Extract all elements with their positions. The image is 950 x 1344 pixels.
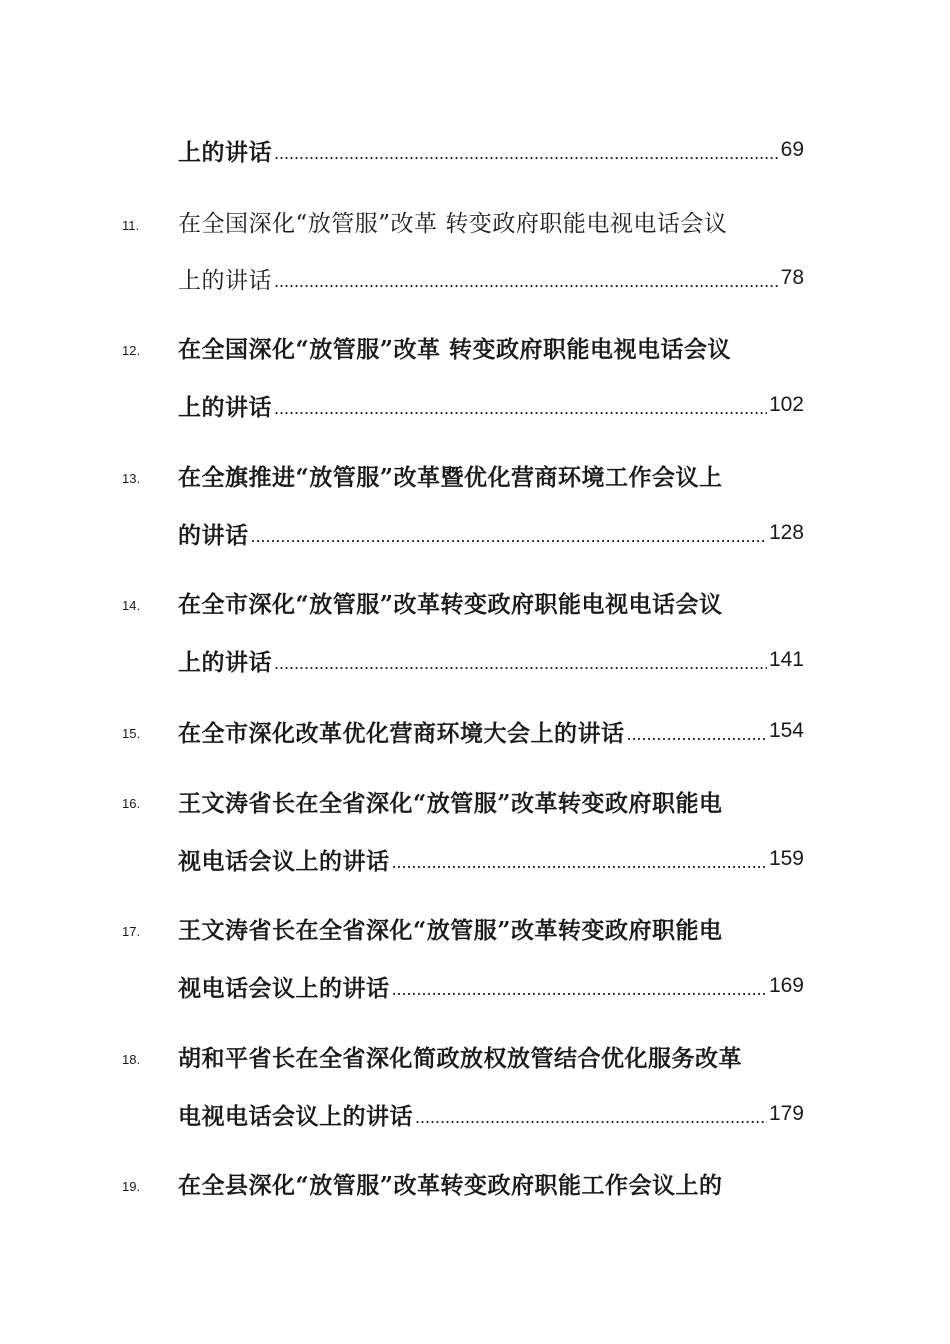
dot-leader: [274, 143, 779, 170]
toc-entry-text: 上的讲话: [178, 648, 272, 676]
toc-entry-text: 视电话会议上的讲话: [178, 974, 390, 1002]
dot-leader: [392, 979, 767, 1006]
toc-entry-text: 王文涛省长在全省深化“放管服”改革转变政府职能电: [178, 789, 723, 817]
toc-entry-text: 在全市深化“放管服”改革转变政府职能电视电话会议: [178, 590, 723, 618]
toc-entry-line[interactable]: [178, 839, 804, 879]
toc-page-number: 78: [780, 266, 804, 289]
toc-entry-number: 15.: [122, 725, 141, 741]
toc-entry-text: 在全市深化改革优化营商环境大会上的讲话: [178, 719, 625, 747]
dot-leader: [274, 398, 767, 425]
toc-entry-title[interactable]: [178, 455, 804, 495]
toc-entry-text: 在全旗推进“放管服”改革暨优化营商环境工作会议上: [178, 463, 723, 491]
toc-page-number: 169: [768, 974, 804, 997]
toc-entry-title[interactable]: [178, 582, 804, 622]
toc-entry-line[interactable]: [178, 385, 804, 425]
toc-entry-number: 13.: [122, 470, 141, 486]
toc-entry-title[interactable]: [178, 908, 804, 948]
toc-page-number: 128: [768, 521, 804, 544]
toc-page-number: 141: [768, 648, 804, 671]
toc-entry-title[interactable]: [178, 201, 804, 241]
toc-entry-line[interactable]: [178, 130, 804, 170]
toc-entry-number: 19.: [122, 1178, 141, 1194]
toc-entry-number: 16.: [122, 795, 141, 811]
dot-leader: [392, 852, 767, 879]
dot-leader: [627, 724, 767, 751]
toc-entry-text: 上的讲话: [178, 138, 272, 166]
toc-entry-text: 在全国深化“放管服”改革 转变政府职能电视电话会议: [178, 210, 728, 237]
toc-entry-title[interactable]: [178, 1036, 804, 1076]
toc-entry-text: 电视电话会议上的讲话: [178, 1102, 413, 1130]
toc-entry-line[interactable]: [178, 1094, 804, 1134]
toc-entry-text: 在全县深化“放管服”改革转变政府职能工作会议上的: [178, 1171, 723, 1199]
toc-page-number: 179: [768, 1102, 804, 1125]
toc-page-number: 154: [768, 719, 804, 742]
dot-leader: [274, 653, 767, 680]
toc-entry-line[interactable]: [178, 258, 804, 298]
toc-entry-number: 11.: [122, 217, 140, 233]
toc-entry-number: 14.: [122, 597, 141, 613]
toc-entry-text: 王文涛省长在全省深化“放管服”改革转变政府职能电: [178, 916, 723, 944]
toc-entry-text: 胡和平省长在全省深化简政放权放管结合优化服务改革: [178, 1044, 742, 1072]
toc-entry-title[interactable]: [178, 781, 804, 821]
toc-entry-text: 上的讲话: [178, 393, 272, 421]
toc-entry-line[interactable]: [178, 711, 804, 751]
toc-entry-line[interactable]: [178, 640, 804, 680]
toc-page-number: 69: [780, 138, 804, 161]
toc-entry-number: 17.: [122, 923, 141, 939]
toc-entry-text: 的讲话: [178, 521, 249, 549]
toc-entry-text: 上的讲话: [178, 267, 272, 294]
dot-leader: [274, 271, 779, 298]
dot-leader: [251, 526, 767, 553]
toc-entry-line[interactable]: [178, 966, 804, 1006]
toc-entry-number: 18.: [122, 1051, 141, 1067]
dot-leader: [415, 1107, 767, 1134]
toc-entry-text: 视电话会议上的讲话: [178, 847, 390, 875]
toc-entry-text: 在全国深化“放管服”改革 转变政府职能电视电话会议: [178, 335, 731, 363]
toc-entry-title[interactable]: [178, 1163, 804, 1203]
toc-page-number: 102: [768, 393, 804, 416]
toc-entry-number: 12.: [122, 342, 141, 358]
toc-entry-line[interactable]: [178, 513, 804, 553]
toc-entry-title[interactable]: [178, 327, 804, 367]
toc-page-number: 159: [768, 847, 804, 870]
